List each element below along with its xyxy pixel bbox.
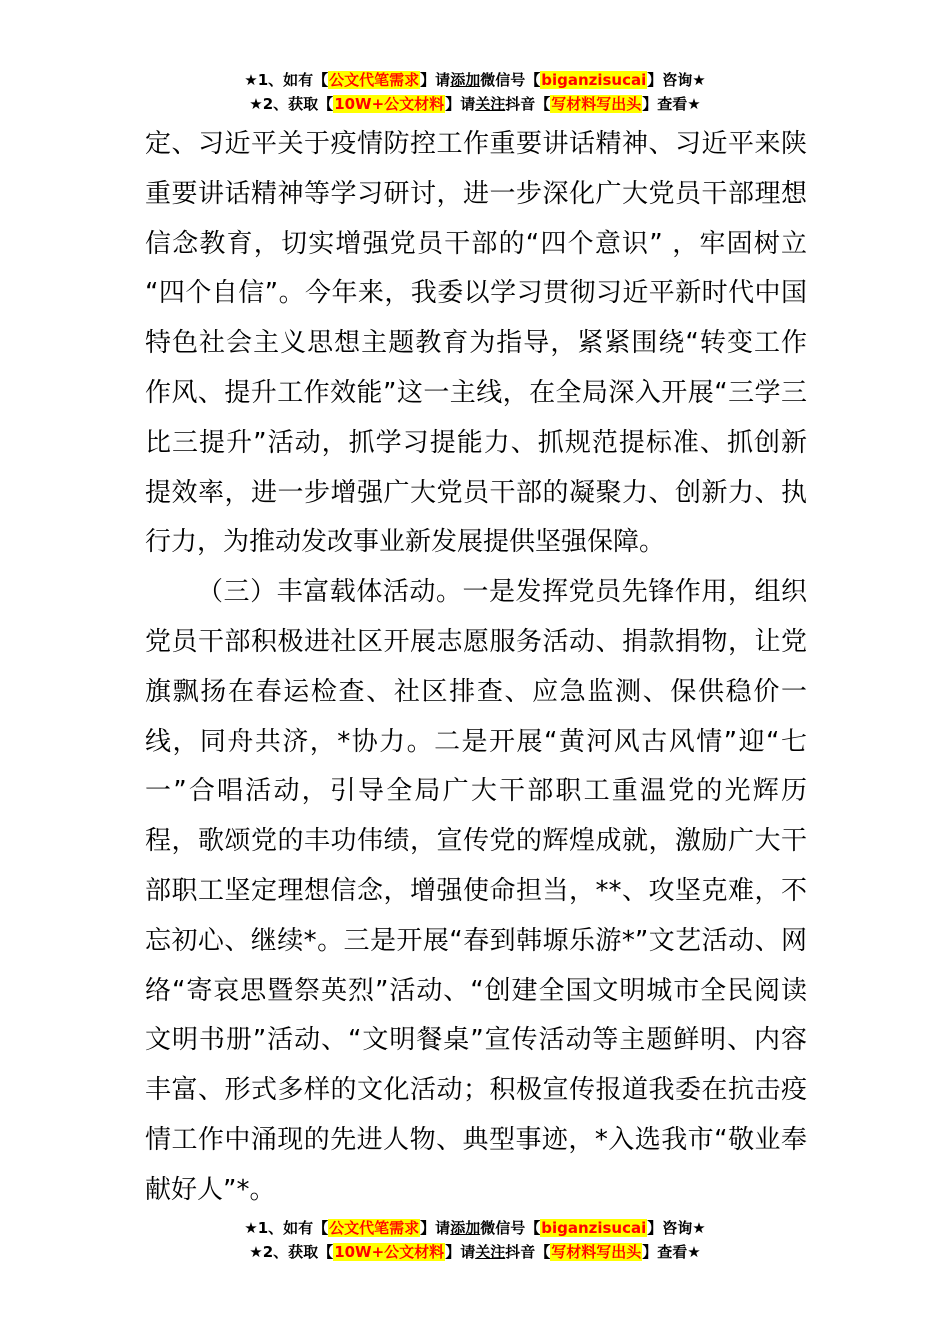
banner-highlight: biganzisucai (541, 71, 647, 89)
banner-text: 】请 (445, 95, 476, 113)
banner-line-2 (0, 1240, 950, 1264)
banner-text: ★1、如有【 (244, 1219, 329, 1237)
banner-text: 】请 (420, 1219, 451, 1237)
banner-underline: 添加 (450, 71, 481, 89)
banner-text: ★1、如有【 (244, 71, 329, 89)
document-body (145, 120, 807, 1216)
banner-text: ★2、获取【 (249, 95, 334, 113)
banner-text: 抖音【 (505, 95, 551, 113)
banner-text: 】请 (445, 1243, 476, 1261)
banner-highlight: 10W+公文材料 (334, 1243, 445, 1261)
banner-highlight: 写材料写出头 (551, 95, 642, 113)
banner-line-1 (0, 1216, 950, 1240)
paragraph-2: （三）丰富载体活动。一是发挥党员先锋作用，组织党员干部积极进社区开展志愿服务活动、捐款捐物，让党旗飘扬在春运检查、社区排查、应急监测、保供稳价一线，同舟共济，*协力。二是开展“黄河风古风情”迎“七一”合唱活动，引导全局广大干部职工重温党的光辉历程，歌颂党的丰功伟绩，宣传党的辉煌成就，激励广大干部职工坚定理想信念，增强使命担当，**、攻坚克难，不忘初心、继续*。三是开展“春到韩塬乐游*”文艺活动、网络“寄哀思暨祭英烈”活动、“创建全国文明城市全民阅读文明书册”活动、“文明餐桌”宣传活动等主题鲜明、内容丰富、形式多样的文化活动；积极宣传报道我委在抗击疫情工作中涌现的先进人物、典型事迹，*入选我市“敬业奉献好人”*。 (145, 577, 807, 1205)
banner-text: ★2、获取【 (249, 1243, 334, 1261)
banner-text: 微信号【 (480, 71, 541, 89)
header-banner (0, 68, 950, 116)
banner-underline: 关注 (475, 95, 506, 113)
banner-text: 】请 (420, 71, 451, 89)
banner-underline: 关注 (475, 1243, 506, 1261)
paragraph-1: 定、习近平关于疫情防控工作重要讲话精神、习近平来陕重要讲话精神等学习研讨，进一步深化广大党员干部理想信念教育，切实增强党员干部的“四个意识” ，牢固树立 “四个自信”。今年来，我委以学习贯彻习近平新时代中国特色社会主义思想主题教育为指导，紧紧围绕“转变工作作风、提升工作效能”这一主线，在全局深入开展“三学三比三提升”活动，抓学习提能力、抓规范提标准、抓创新提效率，进一步增强广大党员干部的凝聚力、创新力、执行力，为推动发改事业新发展提供坚强保障。 (145, 129, 807, 558)
banner-text: 抖音【 (505, 1243, 551, 1261)
banner-highlight: 写材料写出头 (551, 1243, 642, 1261)
banner-line-2 (0, 92, 950, 116)
banner-text: 】咨询★ (647, 1219, 706, 1237)
banner-highlight: 10W+公文材料 (334, 95, 445, 113)
footer-banner (0, 1216, 950, 1264)
banner-highlight: 公文代笔需求 (329, 71, 420, 89)
banner-highlight: 公文代笔需求 (329, 1219, 420, 1237)
banner-text: 】咨询★ (647, 71, 706, 89)
banner-text: 】查看★ (642, 1243, 701, 1261)
banner-highlight: biganzisucai (541, 1219, 647, 1237)
banner-text: 】查看★ (642, 95, 701, 113)
banner-underline: 添加 (450, 1219, 481, 1237)
banner-text: 微信号【 (480, 1219, 541, 1237)
banner-line-1 (0, 68, 950, 92)
